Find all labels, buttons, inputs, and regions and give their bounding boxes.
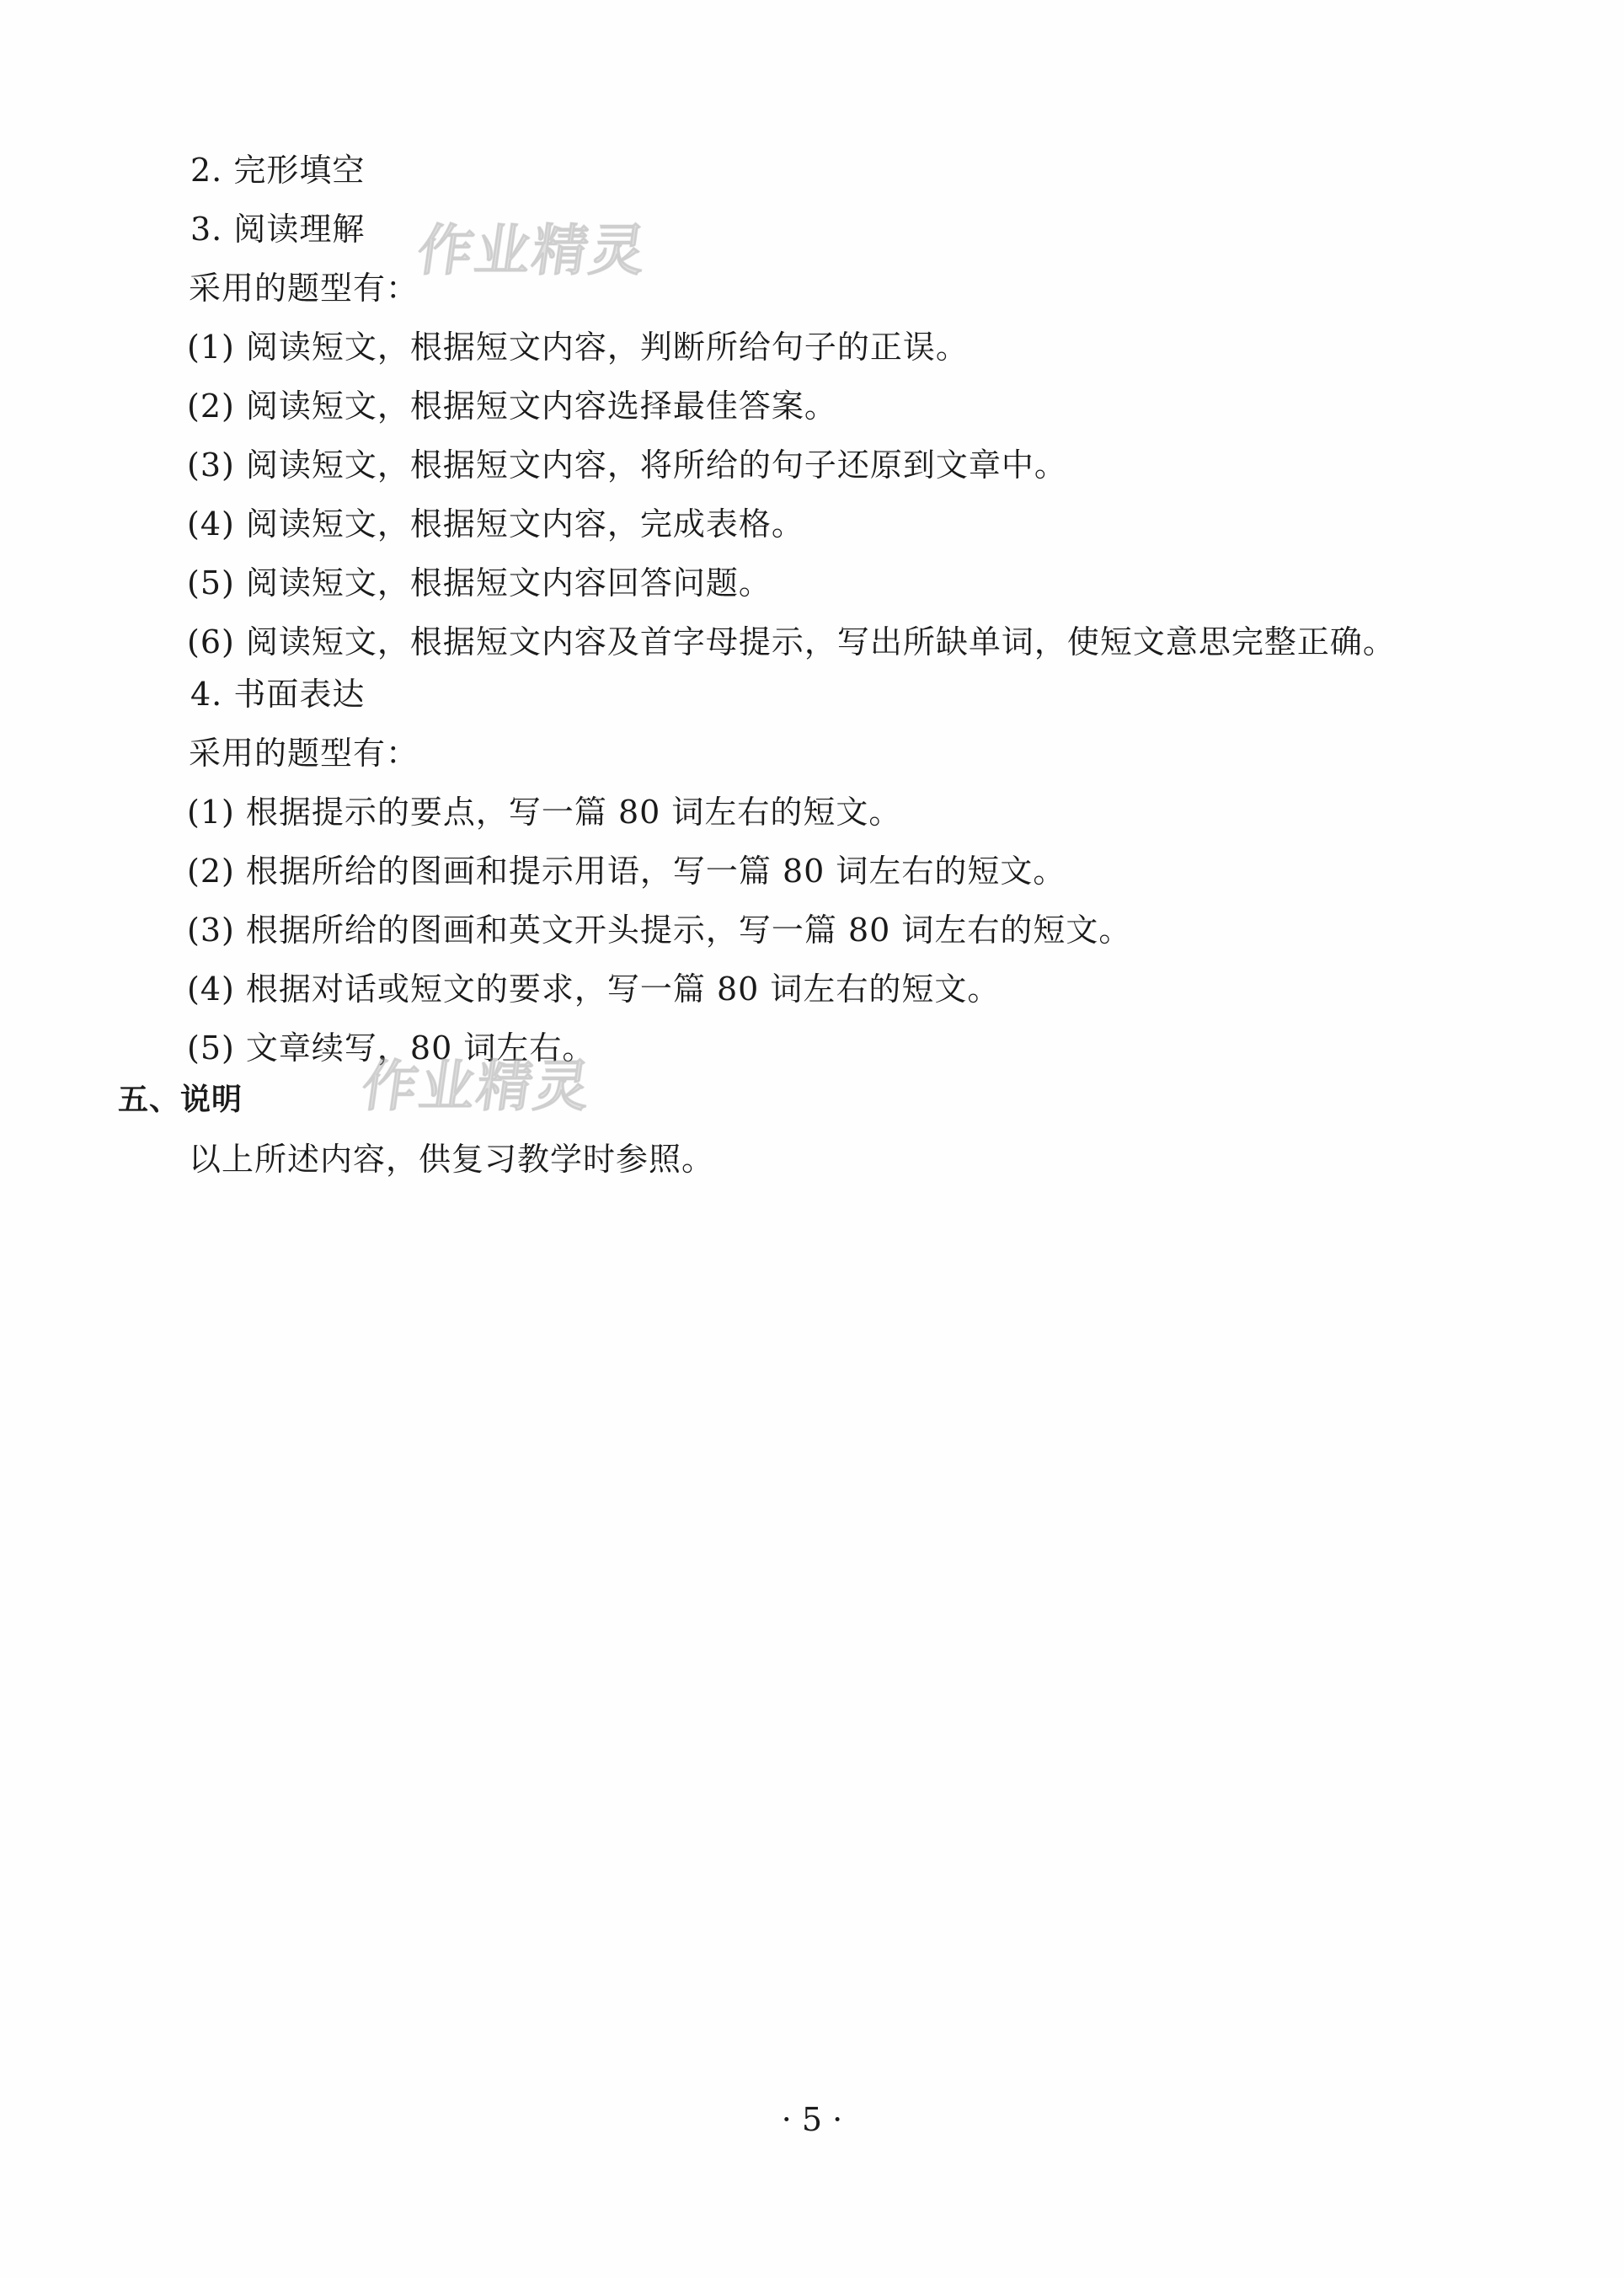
watermark-logo: 作业精灵 <box>357 1054 596 1119</box>
reading-types-intro: 采用的题型有： <box>189 270 419 307</box>
writing-type-5: (5) 文章续写，80 词左右。 <box>187 1029 596 1067</box>
writing-type-1: (1) 根据提示的要点，写一篇 80 词左右的短文。 <box>187 794 902 831</box>
notes-body: 以上所述内容，供复习教学时参照。 <box>189 1141 715 1178</box>
section-heading-notes: 五、说明 <box>118 1083 243 1117</box>
watermark-logo: 作业精灵 <box>413 218 652 283</box>
reading-type-2: (2) 阅读短文，根据短文内容选择最佳答案。 <box>187 388 837 425</box>
writing-type-2: (2) 根据所给的图画和提示用语，写一篇 80 词左右的短文。 <box>187 853 1066 890</box>
item-cloze: 2. 完形填空 <box>190 152 366 189</box>
page-number: · 5 · <box>781 2101 843 2138</box>
reading-type-6: (6) 阅读短文，根据短文内容及首字母提示，写出所缺单词，使短文意思完整正确。 <box>187 623 1396 660</box>
reading-type-1: (1) 阅读短文，根据短文内容，判断所给句子的正误。 <box>187 329 969 366</box>
writing-types-intro: 采用的题型有： <box>189 735 419 772</box>
writing-type-4: (4) 根据对话或短文的要求，写一篇 80 词左右的短文。 <box>187 971 1001 1008</box>
item-reading-comprehension: 3. 阅读理解 <box>190 211 366 248</box>
item-written-expression: 4. 书面表达 <box>190 676 366 713</box>
writing-type-3: (3) 根据所给的图画和英文开头提示，写一篇 80 词左右的短文。 <box>187 912 1132 949</box>
reading-type-5: (5) 阅读短文，根据短文内容回答问题。 <box>187 564 772 602</box>
reading-type-3: (3) 阅读短文，根据短文内容，将所给的句子还原到文章中。 <box>187 447 1067 484</box>
reading-type-4: (4) 阅读短文，根据短文内容，完成表格。 <box>187 505 804 543</box>
